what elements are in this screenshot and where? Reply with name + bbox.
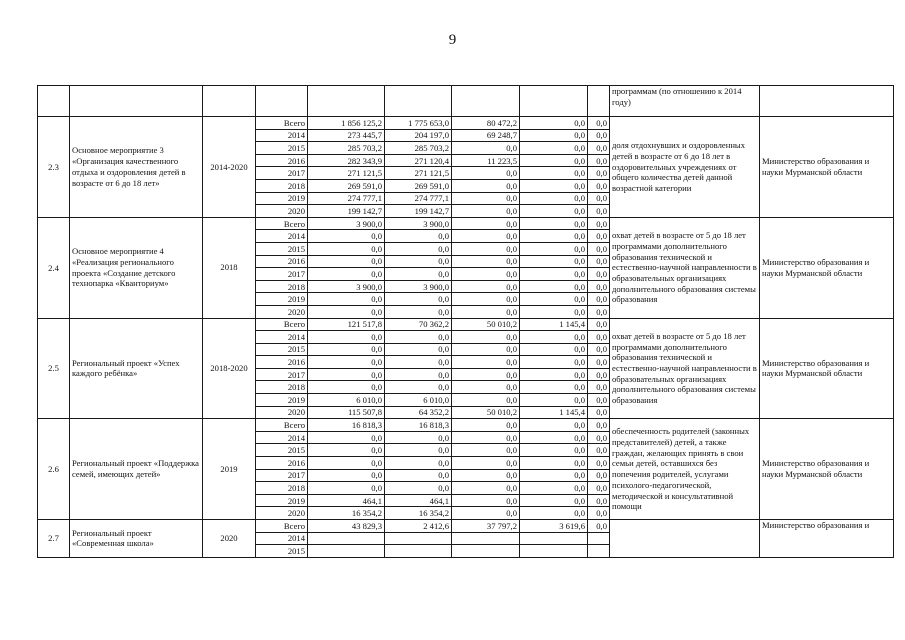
value-cell xyxy=(520,532,588,545)
year-cell: 2019 xyxy=(256,494,308,507)
value-cell: 0,0 xyxy=(588,331,610,344)
value-cell: 464,1 xyxy=(308,494,385,507)
year-cell: 2018 xyxy=(256,179,308,192)
value-cell: 0,0 xyxy=(588,431,610,444)
year-cell: Всего xyxy=(256,419,308,432)
period: 2020 xyxy=(203,520,256,558)
value-cell: 0,0 xyxy=(588,280,610,293)
indicator-cell xyxy=(610,520,760,558)
value-cell: 0,0 xyxy=(588,242,610,255)
value-cell: 0,0 xyxy=(385,431,452,444)
program-table xyxy=(37,85,894,558)
value-cell: 0,0 xyxy=(452,205,520,218)
row-number: 2.4 xyxy=(38,217,70,318)
value-cell: 0,0 xyxy=(520,381,588,394)
year-cell: Всего xyxy=(256,318,308,331)
value-cell: 0,0 xyxy=(308,356,385,369)
period: 2014-2020 xyxy=(203,117,256,218)
table-row xyxy=(38,117,894,130)
value-cell: 0,0 xyxy=(452,167,520,180)
year-cell: 2018 xyxy=(256,381,308,394)
value-cell: 0,0 xyxy=(385,368,452,381)
value-cell: 16 354,2 xyxy=(385,507,452,520)
value-cell: 285 703,2 xyxy=(308,142,385,155)
value-cell: 0,0 xyxy=(520,230,588,243)
value-cell: 0,0 xyxy=(588,343,610,356)
value-cell: 0,0 xyxy=(308,381,385,394)
value-cell: 0,0 xyxy=(588,507,610,520)
year-cell: 2020 xyxy=(256,406,308,419)
value-cell: 0,0 xyxy=(308,230,385,243)
table-row xyxy=(38,520,894,533)
value-cell: 0,0 xyxy=(588,469,610,482)
value-cell: 80 472,2 xyxy=(452,117,520,130)
value-cell: 0,0 xyxy=(588,444,610,457)
period: 2018 xyxy=(203,217,256,318)
value-cell: 0,0 xyxy=(520,356,588,369)
value-cell: 0,0 xyxy=(452,494,520,507)
value-cell: 69 248,7 xyxy=(452,129,520,142)
header-row xyxy=(38,86,894,117)
value-cell: 121 517,8 xyxy=(308,318,385,331)
value-cell: 1 145,4 xyxy=(520,318,588,331)
value-cell: 0,0 xyxy=(452,280,520,293)
value-cell: 0,0 xyxy=(308,469,385,482)
value-cell: 1 145,4 xyxy=(520,406,588,419)
value-cell: 0,0 xyxy=(452,356,520,369)
value-cell: 43 829,3 xyxy=(308,520,385,533)
period: 2018-2020 xyxy=(203,318,256,419)
value-cell: 0,0 xyxy=(308,457,385,470)
executor-cell: Министерство образования и науки Мурманской области xyxy=(760,318,894,419)
value-cell: 16 354,2 xyxy=(308,507,385,520)
indicator-cell: обеспеченность родителей (законных представителей) детей, а также граждан, желающих принять в свои семьи детей, оставшихся без попечения родителей, услугами психолого-педагогической, методической и консультативной помощи xyxy=(610,419,760,520)
value-cell: 0,0 xyxy=(588,419,610,432)
value-cell: 271 121,5 xyxy=(385,167,452,180)
value-cell: 0,0 xyxy=(588,205,610,218)
value-cell: 3 900,0 xyxy=(385,280,452,293)
value-cell xyxy=(520,545,588,558)
value-cell xyxy=(452,532,520,545)
value-cell: 464,1 xyxy=(385,494,452,507)
year-cell: 2017 xyxy=(256,167,308,180)
year-cell: 2015 xyxy=(256,444,308,457)
empty-cell xyxy=(308,86,385,117)
value-cell: 0,0 xyxy=(452,255,520,268)
value-cell: 0,0 xyxy=(588,154,610,167)
year-cell: Всего xyxy=(256,520,308,533)
value-cell: 0,0 xyxy=(588,482,610,495)
value-cell: 0,0 xyxy=(588,318,610,331)
value-cell: 0,0 xyxy=(520,494,588,507)
value-cell: 0,0 xyxy=(588,192,610,205)
value-cell: 0,0 xyxy=(385,482,452,495)
value-cell: 273 445,7 xyxy=(308,129,385,142)
year-cell: 2016 xyxy=(256,457,308,470)
value-cell: 37 797,2 xyxy=(452,520,520,533)
value-cell: 0,0 xyxy=(588,305,610,318)
value-cell: 0,0 xyxy=(520,507,588,520)
value-cell: 0,0 xyxy=(588,179,610,192)
year-cell: Всего xyxy=(256,217,308,230)
value-cell: 0,0 xyxy=(520,154,588,167)
value-cell xyxy=(308,532,385,545)
executor-cell: Министерство образования и xyxy=(760,520,894,558)
value-cell: 199 142,7 xyxy=(308,205,385,218)
value-cell: 0,0 xyxy=(452,242,520,255)
value-cell: 0,0 xyxy=(520,331,588,344)
value-cell: 0,0 xyxy=(452,507,520,520)
value-cell: 0,0 xyxy=(588,167,610,180)
row-number: 2.6 xyxy=(38,419,70,520)
value-cell: 0,0 xyxy=(385,242,452,255)
value-cell: 0,0 xyxy=(520,305,588,318)
year-cell: 2015 xyxy=(256,545,308,558)
value-cell: 0,0 xyxy=(452,343,520,356)
value-cell: 0,0 xyxy=(308,368,385,381)
value-cell: 0,0 xyxy=(520,457,588,470)
year-cell: 2017 xyxy=(256,268,308,281)
value-cell xyxy=(588,532,610,545)
empty-cell xyxy=(256,86,308,117)
page-number: 9 xyxy=(448,32,457,48)
year-cell: 2014 xyxy=(256,129,308,142)
value-cell: 50 010,2 xyxy=(452,318,520,331)
value-cell: 0,0 xyxy=(520,343,588,356)
value-cell: 0,0 xyxy=(520,368,588,381)
year-cell: 2020 xyxy=(256,205,308,218)
value-cell: 0,0 xyxy=(520,179,588,192)
value-cell: 285 703,2 xyxy=(385,142,452,155)
value-cell: 0,0 xyxy=(520,469,588,482)
year-cell: 2014 xyxy=(256,532,308,545)
empty-cell xyxy=(588,86,610,117)
empty-cell xyxy=(38,86,70,117)
value-cell: 269 591,0 xyxy=(385,179,452,192)
value-cell: 0,0 xyxy=(520,444,588,457)
value-cell: 3 900,0 xyxy=(308,217,385,230)
executor-cell: Министерство образования и науки Мурманской области xyxy=(760,217,894,318)
value-cell: 3 900,0 xyxy=(385,217,452,230)
year-cell: 2015 xyxy=(256,142,308,155)
value-cell: 0,0 xyxy=(520,192,588,205)
table-row xyxy=(38,318,894,331)
value-cell: 0,0 xyxy=(385,293,452,306)
year-cell: 2016 xyxy=(256,255,308,268)
value-cell: 0,0 xyxy=(520,280,588,293)
value-cell xyxy=(452,545,520,558)
year-cell: 2018 xyxy=(256,280,308,293)
value-cell: 1 856 125,2 xyxy=(308,117,385,130)
value-cell: 6 010,0 xyxy=(385,394,452,407)
value-cell: 0,0 xyxy=(588,230,610,243)
executor-cell: Министерство образования и науки Мурманской области xyxy=(760,117,894,218)
value-cell: 0,0 xyxy=(385,444,452,457)
value-cell: 0,0 xyxy=(520,394,588,407)
value-cell: 16 818,3 xyxy=(308,419,385,432)
value-cell: 3 900,0 xyxy=(308,280,385,293)
value-cell: 0,0 xyxy=(308,444,385,457)
period: 2019 xyxy=(203,419,256,520)
value-cell: 0,0 xyxy=(588,520,610,533)
value-cell: 0,0 xyxy=(588,117,610,130)
value-cell: 0,0 xyxy=(452,142,520,155)
value-cell: 70 362,2 xyxy=(385,318,452,331)
value-cell: 0,0 xyxy=(452,368,520,381)
value-cell: 0,0 xyxy=(385,457,452,470)
year-cell: 2018 xyxy=(256,482,308,495)
table-row xyxy=(38,419,894,432)
value-cell: 0,0 xyxy=(452,419,520,432)
value-cell: 0,0 xyxy=(520,129,588,142)
value-cell: 0,0 xyxy=(588,394,610,407)
value-cell: 0,0 xyxy=(520,217,588,230)
row-number: 2.5 xyxy=(38,318,70,419)
value-cell: 11 223,5 xyxy=(452,154,520,167)
value-cell: 16 818,3 xyxy=(385,419,452,432)
value-cell xyxy=(385,545,452,558)
value-cell: 0,0 xyxy=(452,179,520,192)
value-cell: 115 507,8 xyxy=(308,406,385,419)
value-cell: 0,0 xyxy=(385,230,452,243)
value-cell: 0,0 xyxy=(588,381,610,394)
value-cell: 0,0 xyxy=(588,255,610,268)
empty-cell xyxy=(385,86,452,117)
value-cell: 0,0 xyxy=(452,381,520,394)
indicator-cell: охват детей в возрасте от 5 до 18 лет программами дополнительного образования технической и естественно-научной направленности в образовательных организациях дополнительного образования системы образования xyxy=(610,217,760,318)
value-cell: 0,0 xyxy=(308,482,385,495)
row-number: 2.7 xyxy=(38,520,70,558)
value-cell: 0,0 xyxy=(308,242,385,255)
empty-cell xyxy=(70,86,203,117)
value-cell: 274 777,1 xyxy=(385,192,452,205)
indicator-cell: доля отдохнувших и оздоровленных детей в возрасте от 6 до 18 лет в оздоровительных учреждениях от общего количества детей данной возрастной категории xyxy=(610,117,760,218)
table-row xyxy=(38,217,894,230)
value-cell: 64 352,2 xyxy=(385,406,452,419)
value-cell: 0,0 xyxy=(520,419,588,432)
measure-name: Региональный проект «Успех каждого ребёнка» xyxy=(70,318,203,419)
value-cell: 274 777,1 xyxy=(308,192,385,205)
year-cell: 2017 xyxy=(256,469,308,482)
value-cell: 0,0 xyxy=(588,293,610,306)
value-cell: 204 197,0 xyxy=(385,129,452,142)
value-cell: 0,0 xyxy=(520,268,588,281)
value-cell: 50 010,2 xyxy=(452,406,520,419)
empty-cell xyxy=(452,86,520,117)
year-cell: 2020 xyxy=(256,305,308,318)
year-cell: 2019 xyxy=(256,192,308,205)
executor-cell: Министерство образования и науки Мурманской области xyxy=(760,419,894,520)
value-cell: 0,0 xyxy=(385,343,452,356)
value-cell: 0,0 xyxy=(308,305,385,318)
value-cell: 2 412,6 xyxy=(385,520,452,533)
value-cell: 271 121,5 xyxy=(308,167,385,180)
value-cell: 0,0 xyxy=(588,406,610,419)
value-cell: 0,0 xyxy=(385,255,452,268)
empty-cell xyxy=(203,86,256,117)
value-cell: 0,0 xyxy=(520,255,588,268)
value-cell: 0,0 xyxy=(520,482,588,495)
value-cell: 0,0 xyxy=(452,217,520,230)
value-cell: 0,0 xyxy=(385,469,452,482)
empty-cell xyxy=(760,86,894,117)
value-cell: 0,0 xyxy=(588,268,610,281)
value-cell xyxy=(308,545,385,558)
indicator-cell: охват детей в возрасте от 5 до 18 лет программами дополнительного образования технической и естественно-научной направленности в образовательных организациях дополнительного образования системы образования xyxy=(610,318,760,419)
value-cell: 0,0 xyxy=(385,381,452,394)
measure-name: Основное мероприятие 3 «Организация качественного отдыха и оздоровления детей в возрасте от 6 до 18 лет» xyxy=(70,117,203,218)
value-cell: 0,0 xyxy=(588,142,610,155)
year-cell: 2016 xyxy=(256,154,308,167)
indicator-cell: программам (по отношению к 2014 году) xyxy=(610,86,760,117)
year-cell: 2014 xyxy=(256,331,308,344)
value-cell: 282 343,9 xyxy=(308,154,385,167)
year-cell: 2020 xyxy=(256,507,308,520)
year-cell: 2019 xyxy=(256,394,308,407)
value-cell: 3 619,6 xyxy=(520,520,588,533)
value-cell: 0,0 xyxy=(452,394,520,407)
year-cell: 2015 xyxy=(256,242,308,255)
value-cell: 0,0 xyxy=(452,331,520,344)
value-cell: 0,0 xyxy=(452,230,520,243)
value-cell: 0,0 xyxy=(520,117,588,130)
value-cell: 0,0 xyxy=(385,305,452,318)
measure-name: Региональный проект «Современная школа» xyxy=(70,520,203,558)
row-number: 2.3 xyxy=(38,117,70,218)
empty-cell xyxy=(520,86,588,117)
value-cell: 0,0 xyxy=(308,255,385,268)
value-cell: 0,0 xyxy=(452,444,520,457)
value-cell: 0,0 xyxy=(588,368,610,381)
value-cell: 0,0 xyxy=(452,482,520,495)
value-cell: 0,0 xyxy=(520,293,588,306)
year-cell: Всего xyxy=(256,117,308,130)
value-cell: 0,0 xyxy=(452,268,520,281)
measure-name: Региональный проект «Поддержка семей, имеющих детей» xyxy=(70,419,203,520)
value-cell: 0,0 xyxy=(308,431,385,444)
value-cell: 0,0 xyxy=(308,293,385,306)
value-cell: 0,0 xyxy=(520,431,588,444)
value-cell: 0,0 xyxy=(520,167,588,180)
value-cell: 0,0 xyxy=(452,305,520,318)
value-cell: 0,0 xyxy=(385,331,452,344)
value-cell xyxy=(385,532,452,545)
value-cell: 0,0 xyxy=(385,268,452,281)
value-cell: 0,0 xyxy=(452,293,520,306)
year-cell: 2015 xyxy=(256,343,308,356)
value-cell: 271 120,4 xyxy=(385,154,452,167)
value-cell: 0,0 xyxy=(308,268,385,281)
value-cell: 0,0 xyxy=(385,356,452,369)
value-cell xyxy=(588,545,610,558)
value-cell: 0,0 xyxy=(588,129,610,142)
value-cell: 0,0 xyxy=(588,457,610,470)
value-cell: 0,0 xyxy=(588,217,610,230)
value-cell: 0,0 xyxy=(520,242,588,255)
value-cell: 0,0 xyxy=(520,205,588,218)
year-cell: 2019 xyxy=(256,293,308,306)
value-cell: 0,0 xyxy=(452,469,520,482)
year-cell: 2014 xyxy=(256,431,308,444)
value-cell: 199 142,7 xyxy=(385,205,452,218)
value-cell: 1 775 653,0 xyxy=(385,117,452,130)
year-cell: 2016 xyxy=(256,356,308,369)
year-cell: 2017 xyxy=(256,368,308,381)
value-cell: 0,0 xyxy=(452,192,520,205)
year-cell: 2014 xyxy=(256,230,308,243)
value-cell: 269 591,0 xyxy=(308,179,385,192)
value-cell: 0,0 xyxy=(308,331,385,344)
value-cell: 0,0 xyxy=(520,142,588,155)
value-cell: 0,0 xyxy=(452,431,520,444)
value-cell: 0,0 xyxy=(588,356,610,369)
value-cell: 0,0 xyxy=(308,343,385,356)
value-cell: 0,0 xyxy=(588,494,610,507)
value-cell: 6 010,0 xyxy=(308,394,385,407)
value-cell: 0,0 xyxy=(452,457,520,470)
measure-name: Основное мероприятие 4 «Реализация регионального проекта «Создание детского технопарка «Кванториум» xyxy=(70,217,203,318)
